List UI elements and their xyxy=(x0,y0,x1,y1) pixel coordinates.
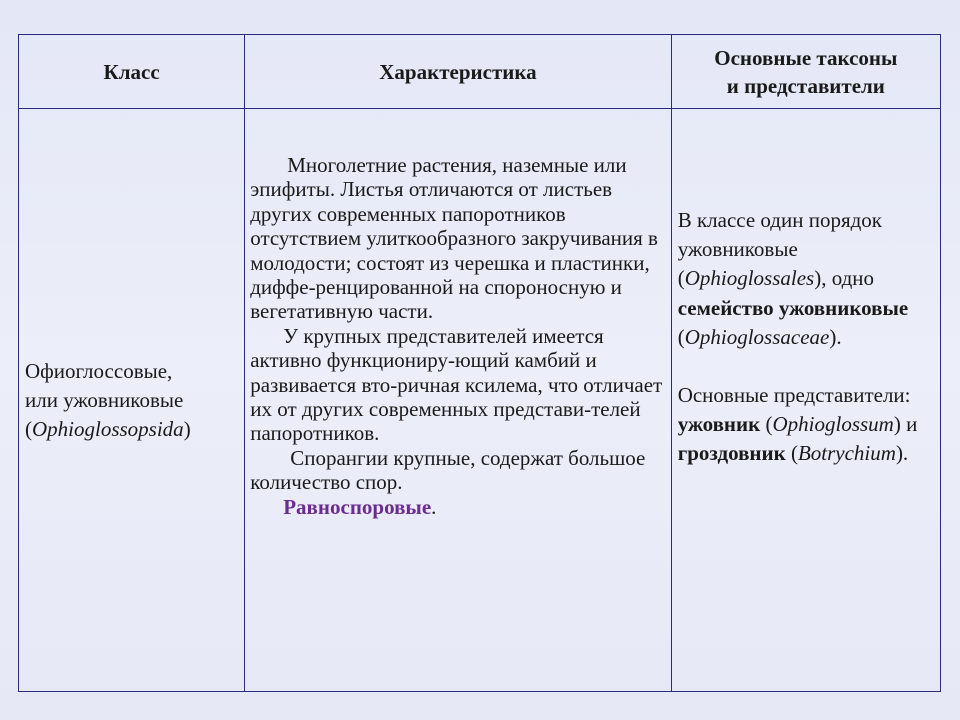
header-characteristic: Характеристика xyxy=(245,35,671,109)
taxa-family-bold: семейство ужовниковые xyxy=(677,295,909,320)
taxa-intro: В классе один порядок ужовниковые xyxy=(677,208,883,262)
taxa-one: одно xyxy=(831,266,875,291)
desc-paragraph-4: Равноспоровые. xyxy=(283,494,437,519)
taxa-order-text: В классе один порядок ужовниковые (Ophioglossales), одно семейство ужовниковые (Ophioglossaceae). xyxy=(677,208,909,349)
header-taxa xyxy=(671,35,940,109)
taxa-and: и xyxy=(906,412,918,437)
taxa-genus2-latin: Botrychium xyxy=(797,441,896,466)
class-name-line1: Офиоглоссовые, xyxy=(25,358,173,383)
taxa-representatives: Основные представители: ужовник (Ophioglossum) и гроздовник (Botrychium). xyxy=(677,383,918,466)
taxa-genus2: гроздовник xyxy=(677,441,786,466)
desc-paragraph-3: Спорангии крупные, содержат большое количество спор. xyxy=(250,445,646,495)
header-taxa-line2: и представители xyxy=(726,73,885,98)
taxa-genus1-latin: Ophioglossum xyxy=(772,412,894,437)
table-row xyxy=(19,109,941,692)
taxa-genus1: ужовник xyxy=(677,412,761,437)
characteristic-cell xyxy=(245,109,671,692)
desc-paragraph-1: Многолетние растения, наземные или эпифиты. Листья отличаются от листьев других современных папоротников отсутствием улиткообразного закручивания в молодости; состоят из черешка и пластинки, диффе-ренцированной на спороносную и вегетативную части. xyxy=(250,153,658,324)
taxa-reps-label: Основные представители: xyxy=(677,383,911,408)
taxa-cell xyxy=(671,109,940,692)
class-name-line2: или ужовниковые xyxy=(25,387,184,412)
taxa-order-latin: Ophioglossales xyxy=(684,266,815,291)
header-taxa-line1: Основные таксоны xyxy=(714,45,898,70)
taxa-family-latin: Ophioglossaceae xyxy=(684,324,830,349)
header-class: Класс xyxy=(19,35,245,109)
desc-paragraph-2: У крупных представителей имеется активно функциониру-ющий камбий и развивается вто-ричная ксилема, что отличает их от других современных представи-телей папоротников. xyxy=(250,323,663,446)
class-latin: Ophioglossopsida xyxy=(32,416,184,441)
header-row xyxy=(19,35,941,109)
taxonomy-table xyxy=(18,34,941,692)
homosporous-label: Равноспоровые xyxy=(283,494,432,519)
class-cell: Офиоглоссовые, или ужовниковые (Ophioglossopsida) xyxy=(19,109,245,692)
